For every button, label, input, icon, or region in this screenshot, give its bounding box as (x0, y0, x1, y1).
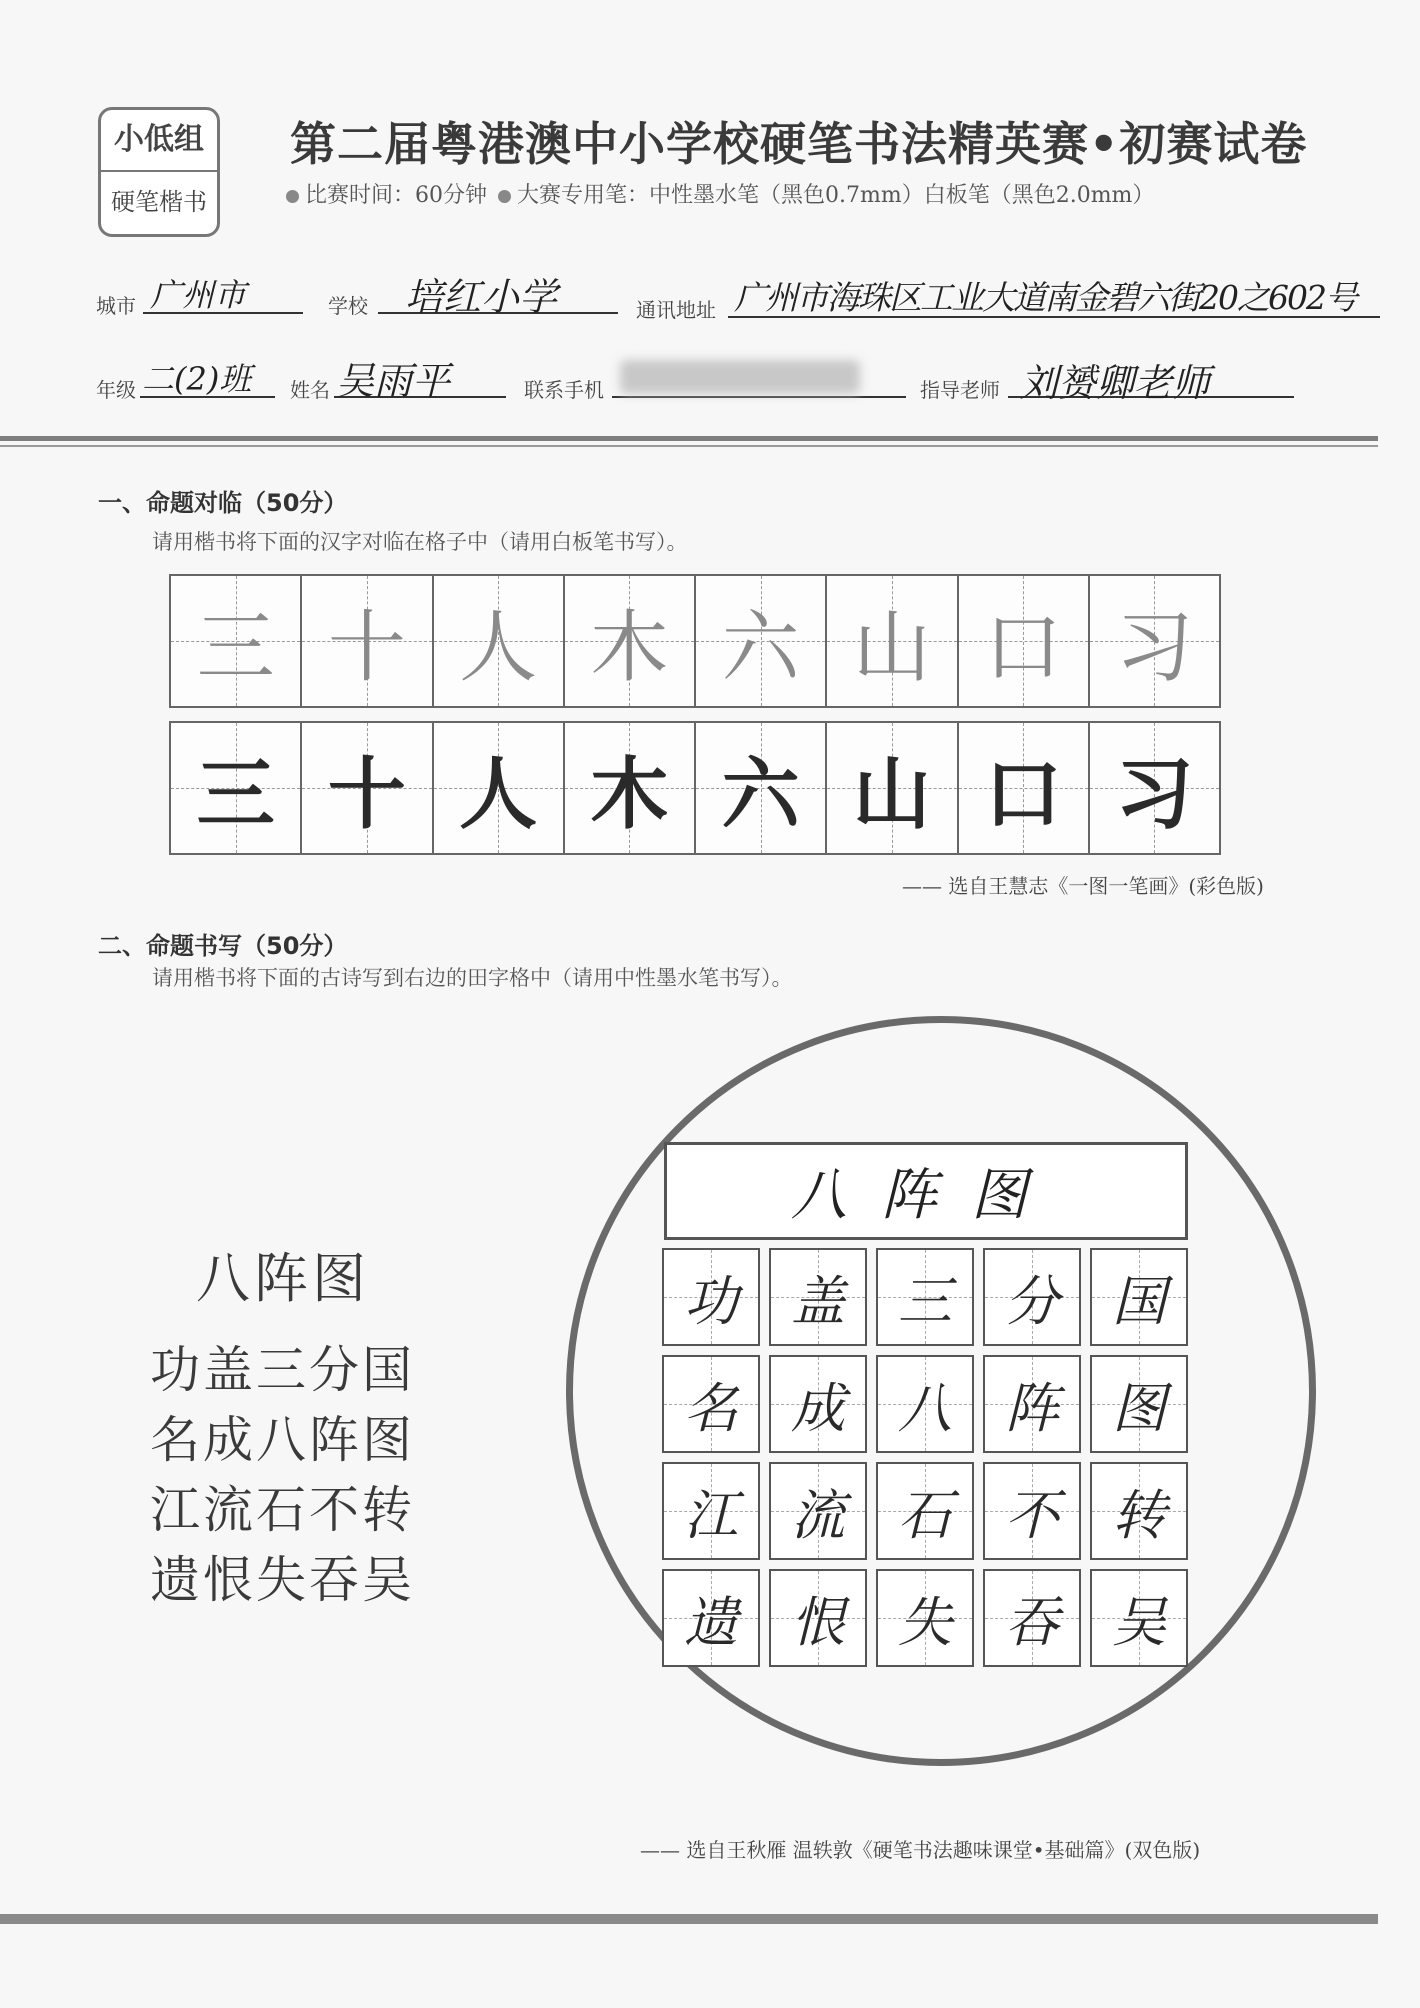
exam-time: 比赛时间：60分钟 (305, 183, 487, 208)
teacher-label: 指导老师 (920, 378, 1000, 402)
written-char-cell[interactable]: 木 (565, 723, 696, 853)
group-badge (98, 107, 220, 237)
page-title: 第二届粤港澳中小学校硬笔书法精英赛•初赛试卷 (290, 117, 1308, 171)
header-divider-thin (0, 445, 1378, 447)
grid-cell[interactable]: 三 (876, 1248, 974, 1346)
written-char-cell[interactable]: 山 (827, 723, 958, 853)
grid-cell[interactable]: 吴 (1090, 1569, 1188, 1667)
grid-cell[interactable]: 遗 (662, 1569, 760, 1667)
written-title: 八阵图 (791, 1163, 1061, 1228)
grid-cell[interactable]: 名 (662, 1355, 760, 1453)
section1-instruction: 请用楷书将下面的汉字对临在格子中（请用白板笔书写）。 (152, 530, 688, 554)
grade-value: 二(2)班 (142, 360, 252, 398)
badge-group-label: 小低组 (101, 110, 217, 172)
written-char-cell[interactable]: 三 (171, 723, 302, 853)
written-char-cell[interactable]: 口 (959, 723, 1090, 853)
section1-heading: 一、命题对临（50分） (98, 489, 348, 517)
school-label: 学校 (328, 294, 368, 318)
header-divider (0, 436, 1378, 441)
poem-line-1: 功盖三分国 (150, 1341, 415, 1399)
written-char-cell[interactable]: 六 (696, 723, 827, 853)
grid-cell[interactable]: 分 (983, 1248, 1081, 1346)
footer-divider (0, 1914, 1378, 1924)
grid-cell[interactable]: 功 (662, 1248, 760, 1346)
poem-line-2: 名成八阵图 (150, 1411, 415, 1469)
exam-pens: 大赛专用笔：中性墨水笔（黑色0.7mm）白板笔（黑色2.0mm） (517, 183, 1155, 208)
section1-source: —— 选自王慧志《一图一笔画》(彩色版) (902, 874, 1264, 898)
grid-cell[interactable]: 国 (1090, 1248, 1188, 1346)
section2-heading: 二、命题书写（50分） (98, 932, 348, 960)
school-value: 培红小学 (405, 275, 558, 319)
poem-line-3: 江流石不转 (150, 1481, 415, 1539)
model-char-cell: 人 (434, 576, 565, 706)
phone-field[interactable] (612, 396, 906, 398)
city-value: 广州市 (150, 276, 247, 314)
exam-info (286, 178, 1154, 209)
poem-title: 八阵图 (196, 1247, 370, 1310)
city-label: 城市 (96, 294, 136, 318)
grid-cell[interactable]: 八 (876, 1355, 974, 1453)
section2-source: —— 选自王秋雁 温轶敦《硬笔书法趣味课堂•基础篇》(双色版) (640, 1838, 1201, 1862)
model-char-cell: 山 (827, 576, 958, 706)
grid-cell[interactable]: 转 (1090, 1462, 1188, 1560)
badge-style-label: 硬笔楷书 (111, 188, 207, 216)
name-label: 姓名 (290, 378, 330, 402)
grid-cell[interactable]: 流 (769, 1462, 867, 1560)
grid-cell[interactable]: 成 (769, 1355, 867, 1453)
grid-cell[interactable]: 吞 (983, 1569, 1081, 1667)
grid-row (662, 1569, 1190, 1667)
section2-instruction: 请用楷书将下面的古诗写到右边的田字格中（请用中性墨水笔书写）。 (152, 966, 793, 990)
grid-row (662, 1462, 1190, 1560)
name-value: 吴雨平 (336, 359, 451, 403)
model-char-cell: 习 (1090, 576, 1219, 706)
address-value: 广州市海珠区工业大道南金碧六街20之602号 (734, 278, 1356, 317)
grade-label: 年级 (96, 378, 136, 402)
bullet-icon (286, 190, 299, 203)
grid-cell[interactable]: 石 (876, 1462, 974, 1560)
poem-writing-grid[interactable] (662, 1248, 1190, 1676)
bullet-icon (498, 190, 511, 203)
model-char-cell: 口 (959, 576, 1090, 706)
written-char-row[interactable] (169, 721, 1221, 855)
model-char-cell: 六 (696, 576, 827, 706)
teacher-value: 刘赟卿老师 (1020, 361, 1211, 405)
grid-cell[interactable]: 图 (1090, 1355, 1188, 1453)
model-char-cell: 三 (171, 576, 302, 706)
grid-cell[interactable]: 阵 (983, 1355, 1081, 1453)
phone-redacted (620, 360, 860, 394)
written-char-cell[interactable]: 习 (1090, 723, 1219, 853)
grid-cell[interactable]: 恨 (769, 1569, 867, 1667)
model-char-cell: 木 (565, 576, 696, 706)
model-char-row (169, 574, 1221, 708)
written-char-cell[interactable]: 十 (302, 723, 433, 853)
phone-label: 联系手机 (524, 378, 604, 402)
grid-cell[interactable]: 失 (876, 1569, 974, 1667)
poem-line-4: 遗恨失吞吴 (150, 1551, 415, 1609)
written-char-cell[interactable]: 人 (434, 723, 565, 853)
grid-cell[interactable]: 盖 (769, 1248, 867, 1346)
address-label: 通讯地址 (636, 298, 716, 322)
grid-row (662, 1355, 1190, 1453)
grid-cell[interactable]: 不 (983, 1462, 1081, 1560)
model-char-cell: 十 (302, 576, 433, 706)
grid-cell[interactable]: 江 (662, 1462, 760, 1560)
grid-row (662, 1248, 1190, 1346)
written-title-box[interactable] (664, 1142, 1188, 1240)
